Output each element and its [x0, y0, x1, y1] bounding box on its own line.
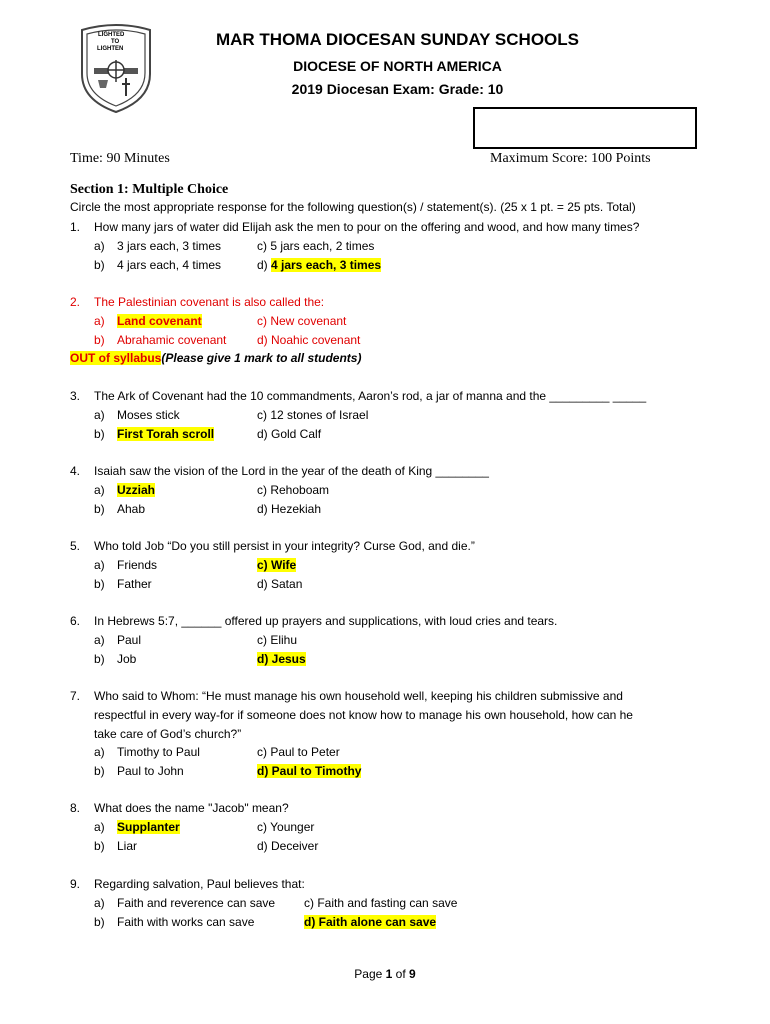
option-b: Abrahamic covenant — [117, 333, 227, 347]
option-a: Faith and reverence can save — [117, 896, 276, 910]
exam-title: 2019 Diocesan Exam: Grade: 10 — [291, 81, 504, 97]
org-title: MAR THOMA DIOCESAN SUNDAY SCHOOLS — [215, 30, 579, 49]
question-number: 1. — [70, 220, 81, 234]
answer-highlight: d) Jesus — [257, 652, 306, 666]
option-letter-b: b) — [94, 502, 105, 516]
option-d: d) Gold Calf — [257, 427, 322, 441]
question-number: 4. — [70, 464, 81, 478]
option-letter-a: a) — [94, 820, 105, 834]
option-d: d) Satan — [257, 577, 303, 591]
option-a: Moses stick — [117, 408, 180, 422]
option-d: d) Deceiver — [257, 839, 319, 853]
answer-highlight: First Torah scroll — [117, 427, 215, 441]
question-text-line-1: Who said to Whom: “He must manage his own household well, keeping his children submissive and — [94, 689, 623, 703]
question-number: 5. — [70, 539, 81, 553]
question-text: What does the name "Jacob" mean? — [94, 801, 289, 815]
question-number: 2. — [70, 295, 81, 309]
page-total: 9 — [409, 967, 416, 981]
page-number: 1 — [385, 967, 393, 981]
question-text-line-3: take care of God’s church?” — [94, 727, 242, 741]
option-a: 3 jars each, 3 times — [117, 239, 222, 253]
option-letter-b: b) — [94, 652, 105, 666]
question-text: The Ark of Covenant had the 10 commandments, Aaron’s rod, a jar of manna and the _________ _____ — [94, 389, 647, 403]
answer-highlight: d) Faith alone can save — [304, 915, 437, 929]
option-c: c) Elihu — [257, 633, 298, 647]
question-number: 9. — [70, 877, 81, 891]
option-letter-a: a) — [94, 239, 105, 253]
option-c: c) 12 stones of Israel — [257, 408, 369, 422]
syllabus-note: Please give 1 mark to all students) — [165, 351, 362, 365]
option-b: 4 jars each, 4 times — [117, 258, 222, 272]
question-text: How many jars of water did Elijah ask the men to pour on the offering and wood, and how many times? — [94, 220, 640, 234]
option-letter-b: b) — [94, 764, 105, 778]
option-letter-b: b) — [94, 577, 105, 591]
question-text: Who told Job “Do you still persist in your integrity? Curse God, and die.” — [94, 539, 475, 553]
time-label: Time: 90 Minutes — [70, 151, 170, 166]
page-footer — [0, 967, 770, 981]
option-c: c) New covenant — [257, 314, 347, 328]
option-d: d) Hezekiah — [257, 502, 322, 516]
question-text: The Palestinian covenant is also called the: — [94, 295, 325, 309]
section-title: Section 1: Multiple Choice — [70, 182, 229, 197]
option-b: Ahab — [117, 502, 146, 516]
option-b: Paul to John — [117, 764, 184, 778]
question-text: Isaiah saw the vision of the Lord in the year of the death of King ________ — [94, 464, 489, 478]
answer-highlight: d) Paul to Timothy — [257, 764, 362, 778]
option-a: Friends — [117, 558, 158, 572]
diocese-title: DIOCESE OF NORTH AMERICA — [293, 58, 502, 74]
option-b: Job — [117, 652, 137, 666]
option-b: Liar — [117, 839, 138, 853]
option-c: c) Paul to Peter — [257, 745, 340, 759]
syllabus-note-highlight: OUT of syllabus — [70, 351, 162, 365]
question-text-line-2: respectful in every way-for if someone does not know how to manage his own household, how can he — [94, 708, 633, 722]
option-b: Faith with works can save — [117, 915, 255, 929]
answer-highlight: Land covenant — [117, 314, 202, 328]
answer-highlight: Uzziah — [117, 483, 156, 497]
option-a: Paul — [117, 633, 142, 647]
option-c: c) Rehoboam — [257, 483, 330, 497]
option-d: d) Noahic covenant — [257, 333, 361, 347]
option-b: Father — [117, 577, 152, 591]
option-letter-a: a) — [94, 896, 105, 910]
max-score-label: Maximum Score: 100 Points — [490, 151, 651, 166]
answer-highlight: c) Wife — [257, 558, 297, 572]
logo-text-mid: TO — [111, 39, 120, 45]
option-letter-a: a) — [94, 745, 105, 759]
option-a: Timothy to Paul — [117, 745, 200, 759]
question-text: In Hebrews 5:7, ______ offered up prayers and supplications, with loud cries and tears. — [94, 614, 558, 628]
option-letter-a: a) — [94, 408, 105, 422]
page-of: of — [395, 967, 406, 981]
option-letter-b: b) — [94, 333, 105, 347]
option-letter-a: a) — [94, 558, 105, 572]
option-c: c) 5 jars each, 2 times — [257, 239, 375, 253]
logo-text-bottom: LIGHTEN — [97, 46, 124, 52]
option-letter-d: d) — [257, 258, 268, 272]
answer-highlight: Supplanter — [117, 820, 180, 834]
logo-text-top: LIGHTED — [98, 32, 125, 38]
question-text: Regarding salvation, Paul believes that: — [94, 877, 305, 891]
option-letter-b: b) — [94, 839, 105, 853]
score-box — [473, 107, 697, 149]
syllabus-note-paren: ( — [161, 351, 166, 365]
option-c: c) Younger — [257, 820, 315, 834]
option-letter-a: a) — [94, 633, 105, 647]
question-number: 8. — [70, 801, 81, 815]
question-number: 7. — [70, 689, 81, 703]
option-letter-b: b) — [94, 427, 105, 441]
option-letter-b: b) — [94, 915, 105, 929]
option-letter-b: b) — [94, 258, 105, 272]
option-letter-a: a) — [94, 314, 105, 328]
question-number: 3. — [70, 389, 81, 403]
page-word: Page — [354, 967, 383, 981]
answer-highlight: 4 jars each, 3 times — [271, 258, 382, 272]
question-number: 6. — [70, 614, 81, 628]
option-letter-a: a) — [94, 483, 105, 497]
section-instructions: Circle the most appropriate response for the following question(s) / statement(s). (25 x 1 pt. = 25 pts. Total) — [70, 200, 636, 214]
option-c: c) Faith and fasting can save — [304, 896, 458, 910]
